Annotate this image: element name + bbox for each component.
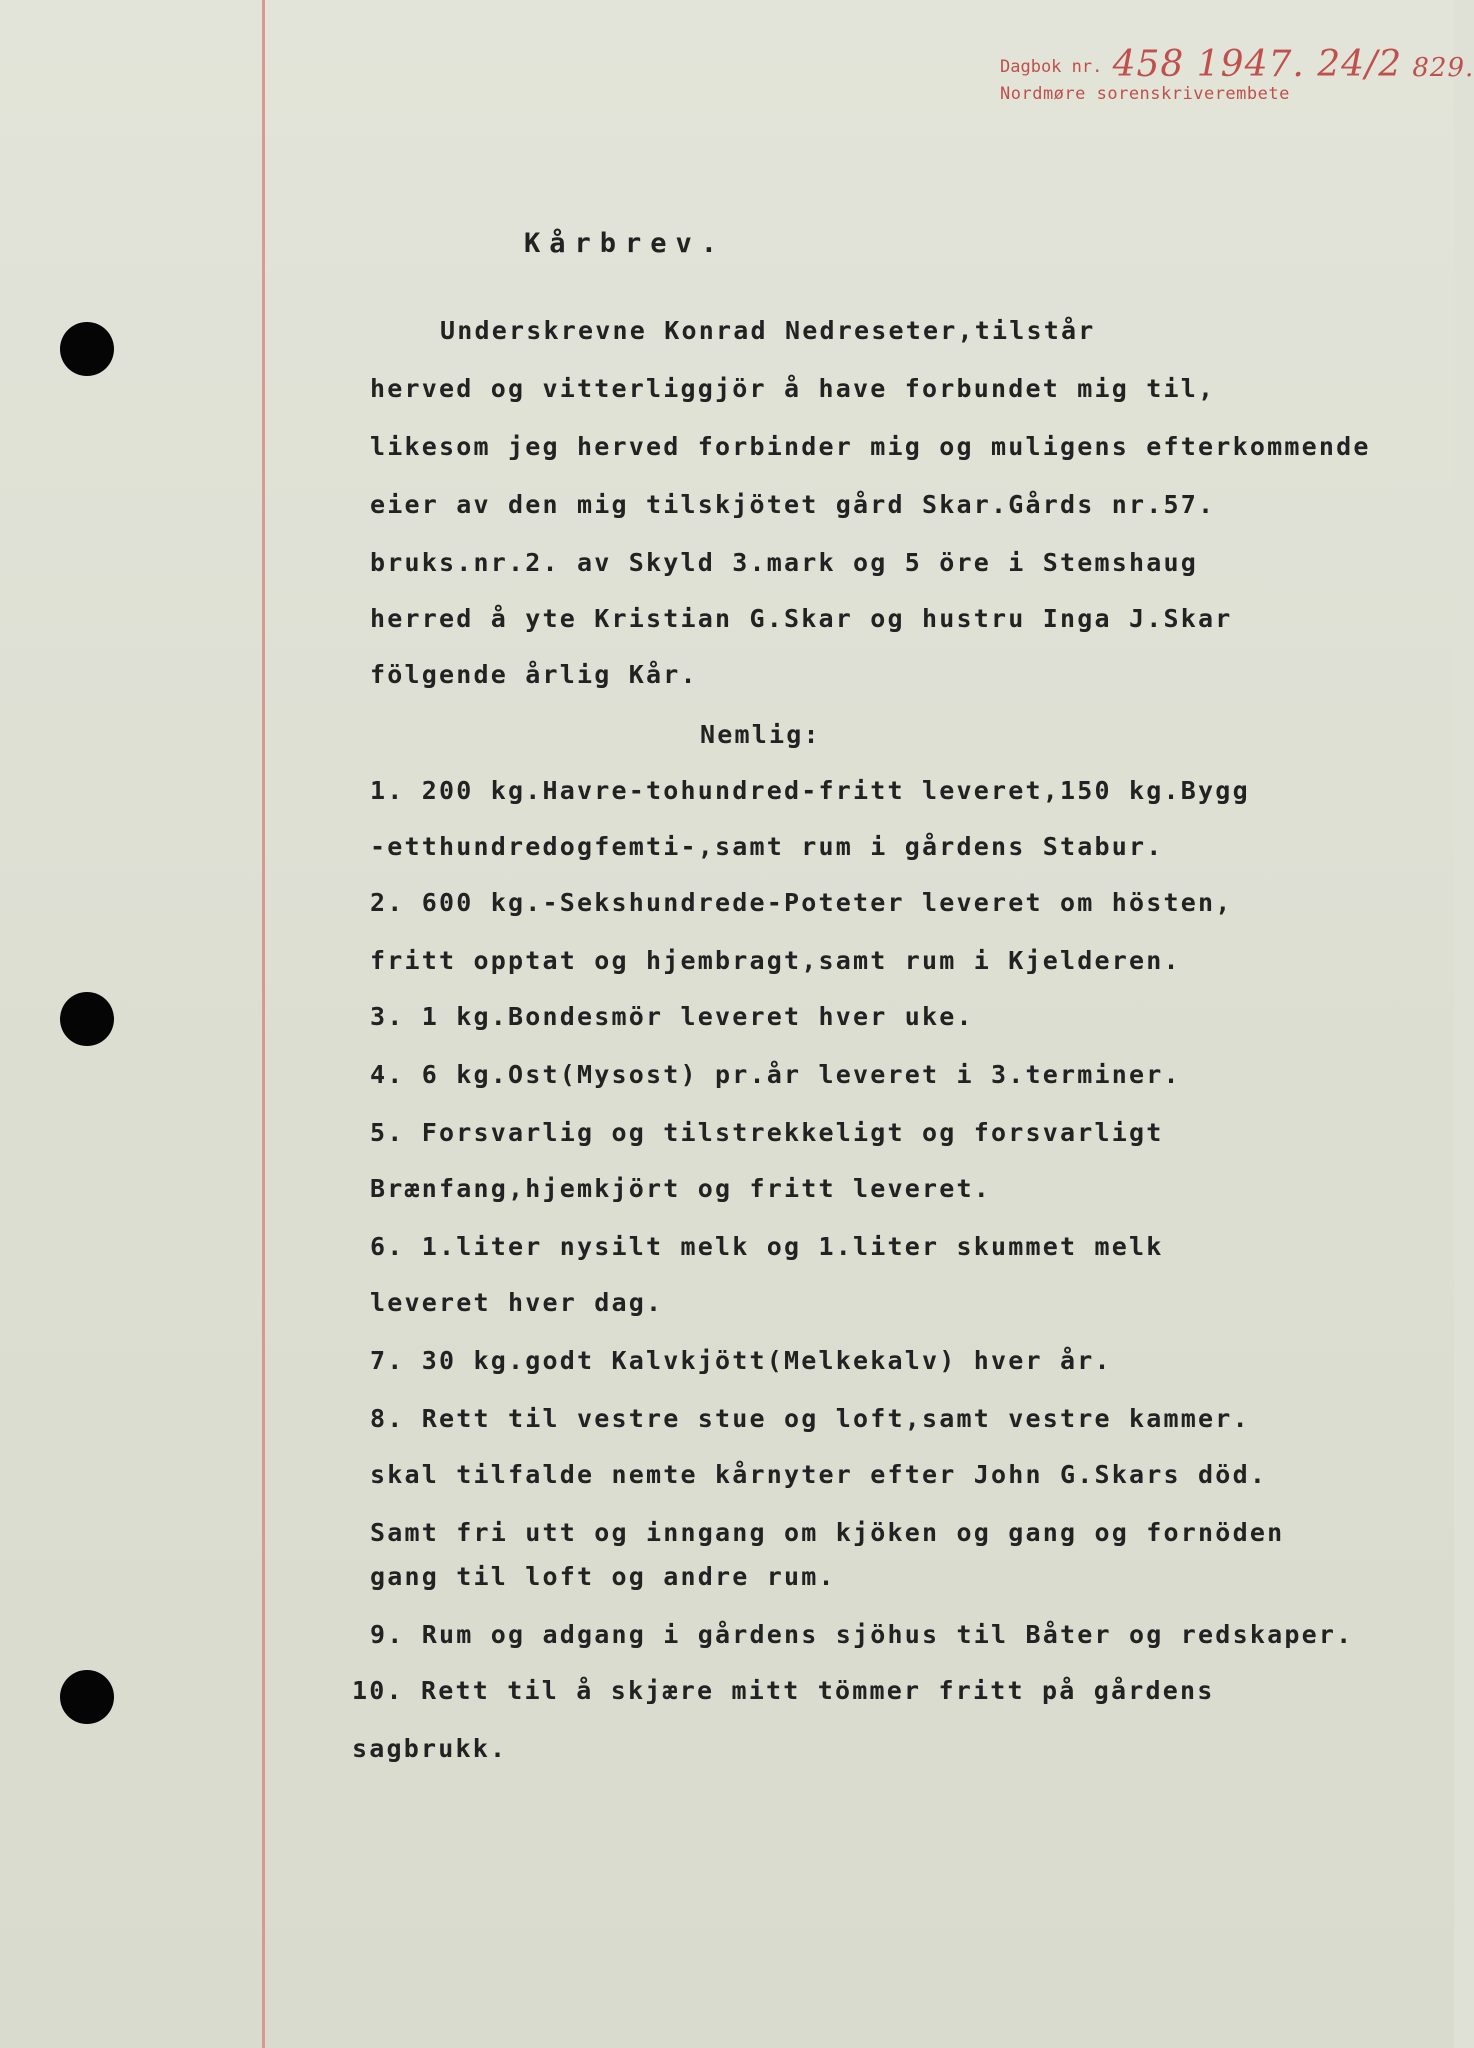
text-line: likesom jeg herved forbinder mig og muligens efterkommende — [370, 432, 1371, 461]
list-item: 9. Rum og adgang i gårdens sjöhus til Båter og redskaper. — [370, 1620, 1354, 1649]
list-item: 4. 6 kg.Ost(Mysost) pr.år leveret i 3.terminer. — [370, 1060, 1181, 1089]
stamp-label: Dagbok nr. — [1000, 57, 1103, 77]
list-item-continuation: fritt opptat og hjembragt,samt rum i Kjelderen. — [370, 946, 1181, 975]
list-item: 6. 1.liter nysilt melk og 1.liter skummet melk — [370, 1232, 1164, 1261]
text-line: fölgende årlig Kår. — [370, 660, 698, 689]
list-item: 1. 200 kg.Havre-tohundred-fritt leveret,150 kg.Bygg — [370, 776, 1250, 805]
stamp-page-number: 829. — [1412, 53, 1474, 83]
list-item: 7. 30 kg.godt Kalvkjött(Melkekalv) hver år. — [370, 1346, 1112, 1375]
stamp-office: Nordmøre sorenskriverembete — [1000, 84, 1290, 104]
list-item: 10. Rett til å skjære mitt tömmer fritt på gårdens — [352, 1676, 1215, 1705]
list-item-continuation: Samt fri utt og inngang om kjöken og gang og fornöden — [370, 1518, 1285, 1547]
list-item: 5. Forsvarlig og tilstrekkeligt og forsvarligt — [370, 1118, 1164, 1147]
text-line: herred å yte Kristian G.Skar og hustru Inga J.Skar — [370, 604, 1233, 633]
list-item-continuation: -etthundredogfemti-,samt rum i gårdens Stabur. — [370, 832, 1164, 861]
list-item-continuation: Brænfang,hjemkjört og fritt leveret. — [370, 1174, 992, 1203]
list-item-continuation: sagbrukk. — [352, 1734, 508, 1763]
list-item: 3. 1 kg.Bondesmör leveret hver uke. — [370, 1002, 974, 1031]
list-item-continuation: skal tilfalde nemte kårnyter efter John G.Skars död. — [370, 1460, 1268, 1489]
list-item: 8. Rett til vestre stue og loft,samt vestre kammer. — [370, 1404, 1250, 1433]
list-item: 2. 600 kg.-Sekshundrede-Poteter leveret om hösten, — [370, 888, 1233, 917]
document-title: Kårbrev. — [524, 228, 727, 259]
text-line: bruks.nr.2. av Skyld 3.mark og 5 öre i Stemshaug — [370, 548, 1199, 577]
list-item-continuation: gang til loft og andre rum. — [370, 1562, 836, 1591]
text-line: Underskrevne Konrad Nedreseter,tilstår — [440, 316, 1096, 345]
section-heading: Nemlig: — [700, 720, 821, 749]
text-line: herved og vitterliggjör å have forbundet mig til, — [370, 374, 1216, 403]
stamp-handwritten-entry: 458 1947. 24/2 — [1112, 44, 1403, 85]
text-line: eier av den mig tilskjötet gård Skar.Gårds nr.57. — [370, 490, 1216, 519]
list-item-continuation: leveret hver dag. — [370, 1288, 664, 1317]
